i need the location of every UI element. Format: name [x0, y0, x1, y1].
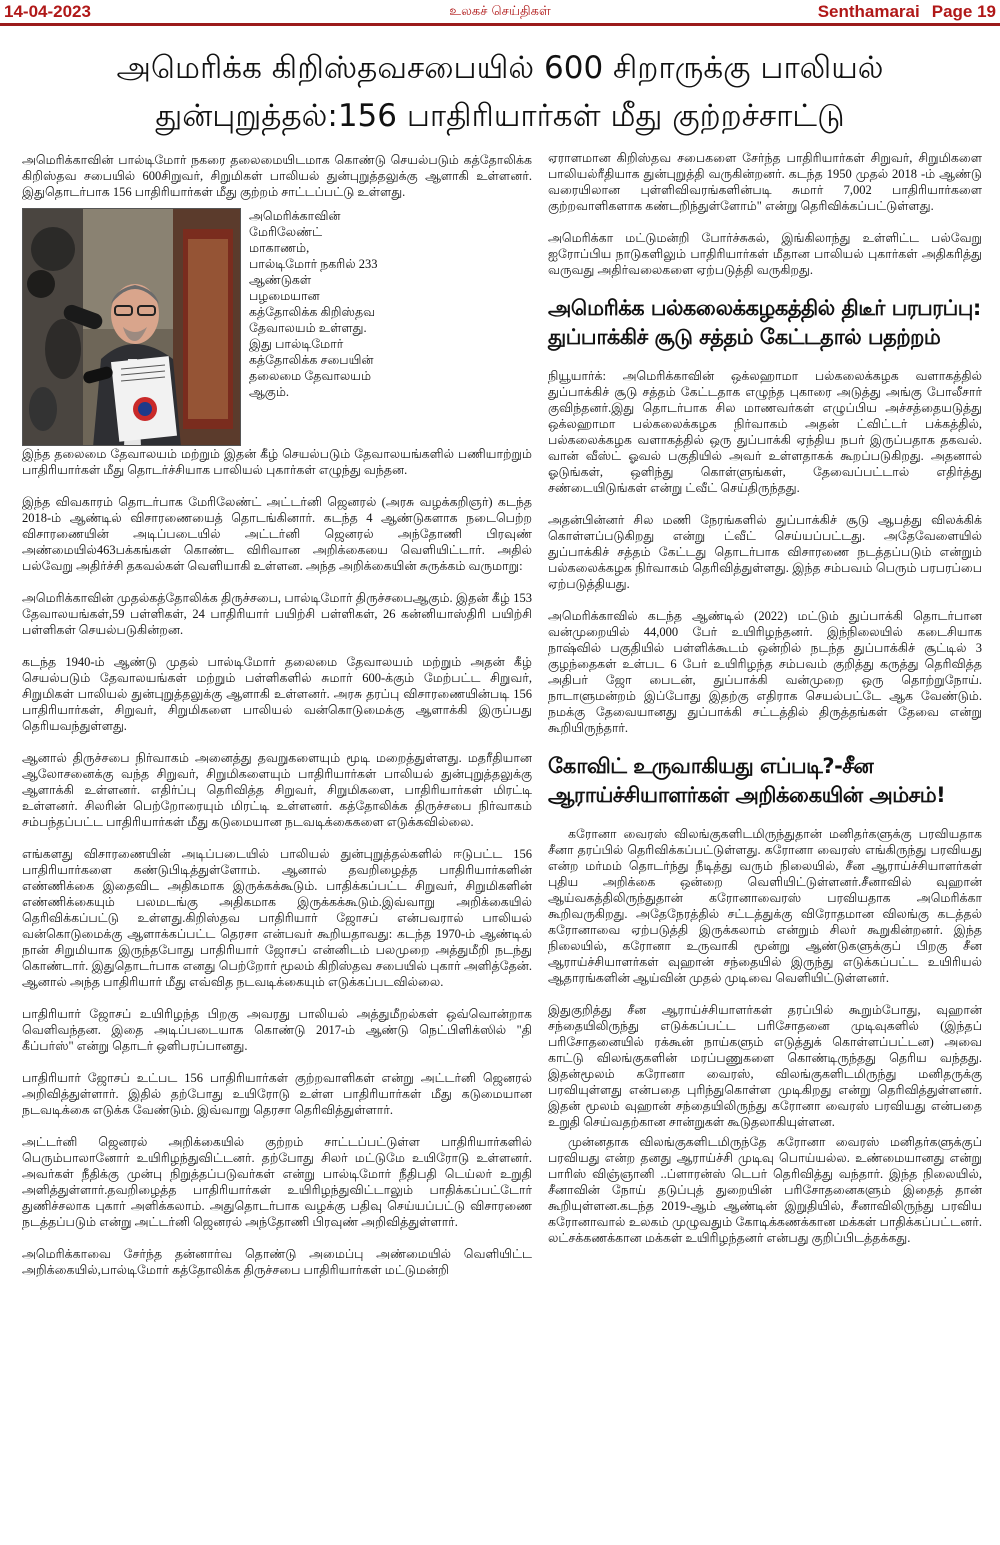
right-column: [548, 150, 982, 1262]
article-paragraph: அமெரிக்காவில் கடந்த ஆண்டில் (2022) மட்டும் துப்பாக்கி தொடர்பான வன்முறையில் 44,000 பேர் உயிரிழந்தனர். இந்நிலையில் கடைசியாக நாஷ்வில் பகுதியில் பள்ளிக்கூடம் ஒன்றில் நடந்த துப்பாக்கிச் சூட்டில் 3 குழந்தைகள் உள்பட 6 பேர் உயிரிழந்த சம்பவம் குறித்து கருத்து தெரிவித்த அதிபர் ஜோ பைடன், துப்பாக்கி வன்முறை ஒரு தொற்றுநோய். நாடாளுமன்றம் இப்போது இதற்கு எதிராக செயல்பட்டே ஆக வேண்டும். நமக்கு தேவையானது துப்பாக்கி சட்டத்தில் திருத்தங்கள் தேவை என்று கூறியிருந்தார்.: [548, 609, 982, 735]
article-paragraph: நியூயார்க்: அமெரிக்காவின் ஒக்லஹாமா பல்கலைக்கழக வளாகத்தில் துப்பாக்கிச் சூடு சத்தம் கேட்டதாக எழுந்த புகாரை அடுத்து அங்கு போலீசார் குவிந்தனர்.இது தொடர்பாக சில மாணவர்கள் எழுப்பிய அச்சத்தையடுத்து ஒக்லஹாமா பல்கலைக்கழக நிர்வாகம் அதன் ட்விட்டர் பக்கத்தில், பல்கலைக்கழக வளாகத்தில் ஒரு துப்பாக்கி ஏந்திய நபர் இருப்பதாக தகவல். வான் வீஸ்ட் ஓவல் பகுதியில் அவர் உள்ளதாகக் கூறப்படுகிறது. அதனால் ஓடுங்கள், ஒளிந்து கொள்ளுங்கள், தேவைப்பட்டால் எதிர்த்து சண்டையிடுங்கள் என்று ட்வீட் செய்திருந்தது.: [548, 369, 982, 495]
paper-name: Senthamarai: [817, 2, 920, 21]
article-paragraph: பாதிரியார் ஜோசப் உயிரிழந்த பிறகு அவரது பாலியல் அத்துமீறல்கள் ஒவ்வொன்றாக வெளிவந்தன. இதை அடிப்படையாக கொண்டு 2017-ம் ஆண்டு நெட்பிளிக்ஸில் "தி கீப்பர்ஸ்" என்று தொடர் ஒளிபரப்பானது.: [22, 1007, 532, 1053]
article-paragraph: இந்த தலைமை தேவாலயம் மற்றும் இதன் கீழ் செயல்படும் தேவாலயங்களில் பணியாற்றும் பாதிரியார்கள் மீது தொடர்ச்சியாக பாலியல் புகார்கள் எழுந்து வந்தன.: [22, 447, 532, 477]
article-paragraph: அமெரிக்காவின் முதல்கத்தோலிக்க திருச்சபை, பால்டிமோர் திருச்சபைஆகும். இதன் கீழ் 153 தேவாலயங்கள்,59 பள்ளிகள், 24 பாதிரியார் பயிற்சி பள்ளிகள், 26 கன்னியாஸ்திரி பயிற்சி பள்ளிகள் செயல்படுகின்றன.: [22, 591, 532, 637]
article-paragraph: கரோனா வைரஸ் விலங்குகளிடமிருந்துதான் மனிதர்களுக்கு பரவியதாக சீனா தரப்பில் தெரிவிக்கப்பட்டுள்ளது. கரோனா வைரஸ் எங்கிருந்து பரவியது என்ற மர்மம் தொடர்ந்து நீடித்து வரும் நிலையில், சீன ஆராய்ச்சியாளர்கள் புதிய அறிக்கை ஒன்றை வெளியிட்டுள்ளனர்.சீனாவில் வுஹான் ஆய்வகத்திலிருந்துதான் கரோனாவைரஸ் பரவியதாக அமெரிக்கா கூறிவருகிறது. அதேநேரத்தில் சட்டத்துக்கு விரோதமான விலங்கு கடத்தல் கரோனாவை ஏற்படுத்தி இருக்கலாம் என்றும் சிலர் கூறுகின்றனர். இந்த நிலையில், கரோனா உருவாகி மூன்று ஆண்டுகளுக்குப் பிறகு சீன ஆராய்ச்சியாளர்கள் வுஹான் சந்தையில் இருந்து எடுக்கப்பட்ட உயிரியல் ஆதாரங்களின் ஆய்வின் முதல் முடிவை வெளியிட்டுள்ளனர்.: [548, 827, 982, 985]
issue-date: 14-04-2023: [4, 2, 91, 21]
headline-line-1: அமெரிக்க கிறிஸ்தவசபையில் 600 சிறாருக்கு பாலியல்: [116, 50, 884, 86]
article-3-headline: கோவிட் உருவாகியது எப்படி?-சீன ஆராய்ச்சியாளர்கள் அறிக்கையின் அம்சம்!: [548, 754, 946, 807]
photo-side-text: அமெரிக்காவின் மேரிலேண்ட் மாகாணம், பால்டிமோர் நகரில் 233 ஆண்டுகள் பழமையான கத்தோலிக்க கிறிஸ்தவ தேவாலயம் உள்ளது. இது பால்டிமோர் கத்தோலிக்க சபையின் தலைமை தேவாலயம் ஆகும்.: [249, 209, 378, 399]
page-header: [0, 0, 1000, 26]
news-photo: [22, 208, 241, 446]
paper-info: [818, 2, 996, 22]
section-name: உலகச் செய்திகள்: [449, 4, 551, 19]
article-paragraph: அட்டர்னி ஜெனரல் அறிக்கையில் குற்றம் சாட்டப்பட்டுள்ள பாதிரியார்களில் பெரும்பாலானோர் உயிரிழந்துவிட்டனர். தற்போது சிலர் மட்டுமே உயிரோடு உள்ளனர். அவர்கள் நீதிக்கு முன்பு நிறுத்தப்படுவர்கள் என்று பால்டிமோர் நீதிபதி டெய்லர் உறுதி அளித்துள்ளார்.தவறிழைத்த பாதிரியார்கள் உயிரிழந்துவிட்டாலும் பாதிக்கப்பட்டோர் துணிச்சலாக புகார் அளிக்கலாம். அதுதொடர்பாக வழக்கு பதிவு செய்யப்பட்டு விசாரணை நடத்தப்படும் என்று அட்டர்னி ஜெனரல் அந்தோணி பிரவுண் அறிவித்துள்ளார்.: [22, 1135, 532, 1229]
article-2-headline: அமெரிக்க பல்கலைக்கழகத்தில் திடீர் பரபரப்பு: துப்பாக்கிச் சூடு சத்தம் கேட்டதால் பதற்றம்: [548, 296, 981, 349]
page-number: Page 19: [931, 2, 996, 21]
article-paragraph: இந்த விவகாரம் தொடர்பாக மேரிலேண்ட் அட்டர்னி ஜெனரல் (அரசு வழக்கறிஞர்) கடந்த 2018-ம் ஆண்டில் விசாரணையைத் தொடங்கினார். கடந்த 4 ஆண்டுகளாக நடைபெற்ற விசாரணையின் அடிப்படையில் அட்டர்னி ஜெனரல் அந்தோணி பிரவுண் அண்மையில்463பக்கங்கள் கொண்ட விரிவான அறிக்கையை வெளியிட்டார். அதில் பல்வேறு அதிர்ச்சி தகவல்கள் வெளியாகி உள்ளன. அந்த அறிக்கையின் சுருக்கம் வருமாறு:: [22, 495, 532, 573]
article-paragraph: அதன்பின்னர் சில மணி நேரங்களில் துப்பாக்கிச் சூடு ஆபத்து விலக்கிக் கொள்ளப்படுகிறது என்று ட்வீட் செய்யப்பட்டது. அதேவேளையில் துப்பாக்கிச் சத்தம் கேட்டது தொடர்பாக விசாரணை நடத்தப்படும் என்றும் பல்கலைக்கழக நிர்வாகம் தெரிவித்துள்ளது. இந்த சம்பவம் பெரும் பரபரப்பை ஏற்படுத்தியது.: [548, 513, 982, 591]
article-paragraph: ஆனால் திருச்சபை நிர்வாகம் அனைத்து தவறுகளையும் மூடி மறைத்துள்ளது. மதரீதியான ஆலோசனைக்கு வந்த சிறுவர், சிறுமிகளையும் பாதிரியார்கள் பாலியல் துன்புறுத்தலுக்கு ஆளாக்கி உள்ளனர். எதிர்ப்பு தெரிவித்த சிறுவர், சிறுமிகளை, பாதிரியார்கள் மிரட்டி உள்ளனர். சிலரின் பெற்றோரையும் மிரட்டி உள்ளனர். கத்தோலிக்க திருச்சபை நிர்வாகம் சம்பந்தப்பட்ட பாதிரியார்கள் மீது கடுமையான நடவடிக்கைகளை எடுக்கவில்லை.: [22, 751, 532, 829]
article-paragraph: எங்களது விசாரணையின் அடிப்படையில் பாலியல் துன்புறுத்தல்களில் ஈடுபட்ட 156 பாதிரியார்களை கண்டுபிடித்துள்ளோம். ஆனால் தவறிழைத்த பாதிரியார்களின் எண்ணிக்கை இதைவிட அதிகமாக இருக்கக்கூடும். பாதிக்கப்பட்ட சிறுவர், சிறுமிகளின் எண்ணிக்கையும் பலமடங்கு அதிகமாக இருக்கக்கூடும்.இவ்வாறு அறிக்கையில் தெரிவிக்கப்பட்டு உள்ளது.கிறிஸ்தவ பாதிரியார் ஜோசப் என்பவரால் பாலியல் வன்கொடுமைக்கு ஆளாக்கப்பட்ட தெரசா என்பவர் கூறியதாவது: கடந்த 1970-ம் ஆண்டில் நான் சிறுமியாக இருந்தபோது பாதிரியார் ஜோசப் என்னிடம் பலமுறை அத்துமீறி நடந்து கொண்டார். இதுதொடர்பாக எனது பெற்றோர் மூலம் கிறிஸ்தவ சபையில் புகார் அளித்தேன். ஆனால் அந்த பாதிரியார் மீது எவ்வித நடவடிக்கையும் எடுக்கப்படவில்லை.: [22, 847, 532, 989]
article-paragraph: அமெரிக்காவை சேர்ந்த தன்னார்வ தொண்டு அமைப்பு அண்மையில் வெளியிட்ட அறிக்கையில்,பால்டிமோர் கத்தோலிக்க திருச்சபை பாதிரியார்கள் மட்டுமன்றி: [22, 1247, 532, 1277]
headline-line-2: துன்புறுத்தல்:156 பாதிரியார்கள் மீது குற்றச்சாட்டு: [155, 98, 845, 134]
article-paragraph: அமெரிக்கா மட்டுமன்றி போர்ச்சுகல், இங்கிலாந்து உள்ளிட்ட பல்வேறு ஐரோப்பிய நாடுகளிலும் பாதிரியார்கள் மீதான பாலியல் புகார்கள் அதிகரித்து வருவது அதிர்வலைகளை ஏற்படுத்தி வருகிறது.: [548, 231, 982, 277]
article-paragraph: கடந்த 1940-ம் ஆண்டு முதல் பால்டிமோர் தலைமை தேவாலயம் மற்றும் அதன் கீழ் செயல்படும் தேவாலயங்கள் மற்றும் பள்ளிகளில் சுமார் 600-க்கும் மேற்பட்ட சிறுவர், சிறுமிகள் பாலியல் துன்புறுத்தலுக்கு ஆளாகி உள்ளனர். அரசு தரப்பு விசாரணையின்படி 156 பாதிரியார்கள், சிறுவர், சிறுமிகளை பாலியல் வன்கொடுமைக்கு ஆளாக்கி இருப்பது தெரியவந்துள்ளது.: [22, 655, 532, 733]
article-intro: அமெரிக்காவின் பால்டிமோர் நகரை தலைமையிடமாக கொண்டு செயல்படும் கத்தோலிக்க கிறிஸ்தவ சபையில் 600சிறுவர், சிறுமிகள் பாலியல் துன்புறுத்தலுக்கு ஆளாகி உள்ளனர். இதுதொடர்பாக 156 பாதிரியார்கள் மீது குற்றம் சாட்டப்பட்டு உள்ளது.: [22, 153, 532, 199]
photo-block: [22, 208, 532, 446]
article-paragraph: பாதிரியார் ஜோசப் உட்பட 156 பாதிரியார்கள் குற்றவாளிகள் என்று அட்டர்னி ஜெனரல் அறிவித்துள்ளார். இதில் தற்போது உயிரோடு உள்ள பாதிரியார்கள் மீது கடுமையான நடவடிக்கை எடுக்க வேண்டும். இவ்வாறு தெரசா தெரிவித்துள்ளார்.: [22, 1071, 532, 1117]
article-paragraph: இதுகுறித்து சீன ஆராய்ச்சியாளர்கள் தரப்பில் கூறும்போது, வுஹான் சந்தையிலிருந்து எடுக்கப்பட்ட பரிசோதனை முடிவுகளில் (இந்தப் பரிசோதனையில் ரக்கூன் நாய்களும் எடுத்துக் கொள்ளப்பட்டன) அவை காட்டு விலங்குகளின் மரப்பணுகளை கொண்டிருந்தது தெரிய வந்தது. இதன்மூலம் கரோனா வைரஸ், விலங்குகளிடமிருந்து மனிதருக்கு பரவியுள்ளது என்பதை புரிந்துகொள்ள முடிகிறது என்று தெரிவித்துள்ளனர். இதன் மூலம் வுஹான் சந்தையிலிருந்து கரோனா வைரஸ் பரவியது என்பதை உறுதி செய்வதற்கான சான்றுகள் கூடுதலாகியுள்ளன.: [548, 1003, 982, 1129]
article-paragraph: முன்னதாக விலங்குகளிடமிருந்தே கரோனா வைரஸ் மனிதர்களுக்குப் பரவியது என்ற தனது ஆராய்ச்சி முடிவு பொய்யல்ல. உண்மையானது என்று பாரிஸ் விஞ்ஞானி ..ப்ளாரன்ஸ் டெபர் தெரிவித்து வந்தார். இந்த நிலையில், சீனாவின் நோய் தடுப்புத் துறையின் பரிசோதனைகளும் இதைத் தான் கூறியுள்ளன.கடந்த 2019-ஆம் ஆண்டின் இறுதியில், சீனாவிலிருந்து பரவிய கரோனாவால் உலகம் முழுவதும் கோடிக்கணக்கான மக்கள் பாதிக்கப்பட்டனர். லட்சக்கணக்கான மக்கள் உயிரிழந்தனர் என்பது குறிப்பிடத்தக்கது.: [548, 1135, 982, 1245]
article-paragraph: ஏராளமான கிறிஸ்தவ சபைகளை சேர்ந்த பாதிரியார்கள் சிறுவர், சிறுமிகளை பாலியல்ரீதியாக துன்புறுத்தி வருகின்றனர். கடந்த 1950 முதல் 2018 -ம் ஆண்டு வரையிலான புள்ளிவிவரங்களின்படி சுமார் 7,002 பாதிரியார்களை குற்றவாளிகளாக கண்டறிந்துள்ளோம்" என்று தெரிவிக்கப்பட்டுள்ளது.: [548, 151, 982, 213]
main-headline: [10, 44, 990, 140]
left-column: [22, 152, 532, 1294]
